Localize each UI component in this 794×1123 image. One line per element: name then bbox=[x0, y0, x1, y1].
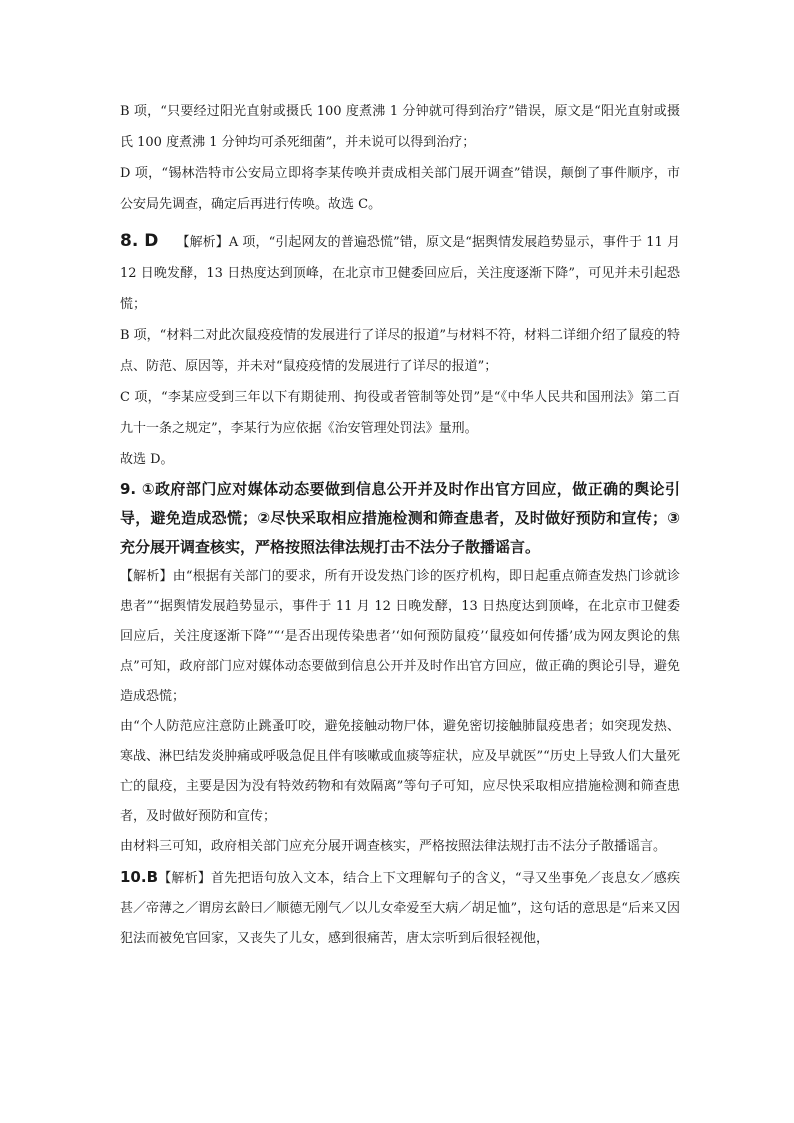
q10-number: 10.B bbox=[120, 868, 159, 886]
q9-analysis-2: 由“个人防范应注意防止跳蚤叮咬，避免接触动物尸体，避免密切接触肺鼠疫患者；如突现发热、寒战、淋巴结发炎肿痛或呼吸急促且伴有咳嗽或血痰等症状，应及早就医”“历史上导致人们大量死亡的鼠疫，主要是因为没有特效药物和有效隔离”等句子可知，应尽快采取相应措施检测和筛查患者，及时做好预防和宣传； bbox=[120, 719, 680, 824]
q7-item-d: D 项，“锡林浩特市公安局立即将李某传唤并责成相关部门展开调查”错误，颠倒了事件顺序，市公安局先调查，确定后再进行传唤。故选 C。 bbox=[120, 166, 680, 212]
q8-item-b: B 项，“材料二对此次鼠疫疫情的发展进行了详尽的报道”与材料不符，材料二详细介绍了鼠疫的特点、防范、原因等，并未对“鼠疫疫情的发展进行了详尽的报道”； bbox=[120, 328, 680, 374]
q8-conclusion: 故选 D。 bbox=[120, 452, 174, 467]
q7-item-b: B 项，“只要经过阳光直射或摄氏 100 度煮沸 1 分钟就可得到治疗”错误，原文是“阳光直射或摄氏 100 度煮沸 1 分钟均可杀死细菌”，并未说可以得到治疗； bbox=[120, 104, 680, 150]
q8-analysis-a: 【解析】A 项，“引起网友的普遍恐慌”错，原文是“据舆情发展趋势显示，事件于 11 月 12 日晚发酵，13 日热度达到顶峰，在北京市卫健委回应后，关注度逐渐下降”，可见并未引起恐慌； bbox=[120, 235, 680, 312]
q8-item-c: C 项，“李某应受到三年以下有期徒刑、拘役或者管制等处罚”是“《中华人民共和国刑法》第二百九十一条之规定”，李某行为应依据《治安管理处罚法》量刑。 bbox=[120, 390, 680, 436]
q9-answer: 9. ①政府部门应对媒体动态要做到信息公开并及时作出官方回应，做正确的舆论引导，避免造成恐慌；②尽快采取相应措施检测和筛查患者，及时做好预防和宣传；③充分展开调查核实，严格按照法律法规打击不法分子散播谣言。 bbox=[120, 480, 680, 556]
document-body bbox=[120, 96, 680, 954]
q10-item bbox=[120, 862, 680, 954]
q8-number: 8. D bbox=[120, 231, 159, 251]
q9-analysis-1: 【解析】由“根据有关部门的要求，所有开设发热门诊的医疗机构，即日起重点筛查发热门诊就诊患者”“据舆情发展趋势显示，事件于 11 月 12 日晚发酵，13 日热度达到顶峰，在北京市卫健委回应后，关注度逐渐下降”“‘是否出现传染患者’‘如何预防鼠疫’‘鼠疫如何传播’成为网友舆论的焦点”可知，政府部门应对媒体动态要做到信息公开并及时作出官方回应，做正确的舆论引导，避免造成恐慌； bbox=[120, 569, 680, 704]
q10-analysis: 【解析】首先把语句放入文本，结合上下文理解句子的含义，“寻又坐事免／丧息女／感疾甚／帝薄之／谓房玄龄曰／顺德无刚气／以儿女牵爱至大病／胡足恤”，这句话的意思是“后来又因犯法而被免官回家，又丧失了儿女，感到很痛苦，唐太宗听到后很轻视他， bbox=[120, 871, 680, 946]
q9-analysis-3: 由材料三可知，政府相关部门应充分展开调查核实，严格按照法律法规打击不法分子散播谣言。 bbox=[120, 839, 667, 854]
q8-item-a bbox=[120, 226, 680, 320]
